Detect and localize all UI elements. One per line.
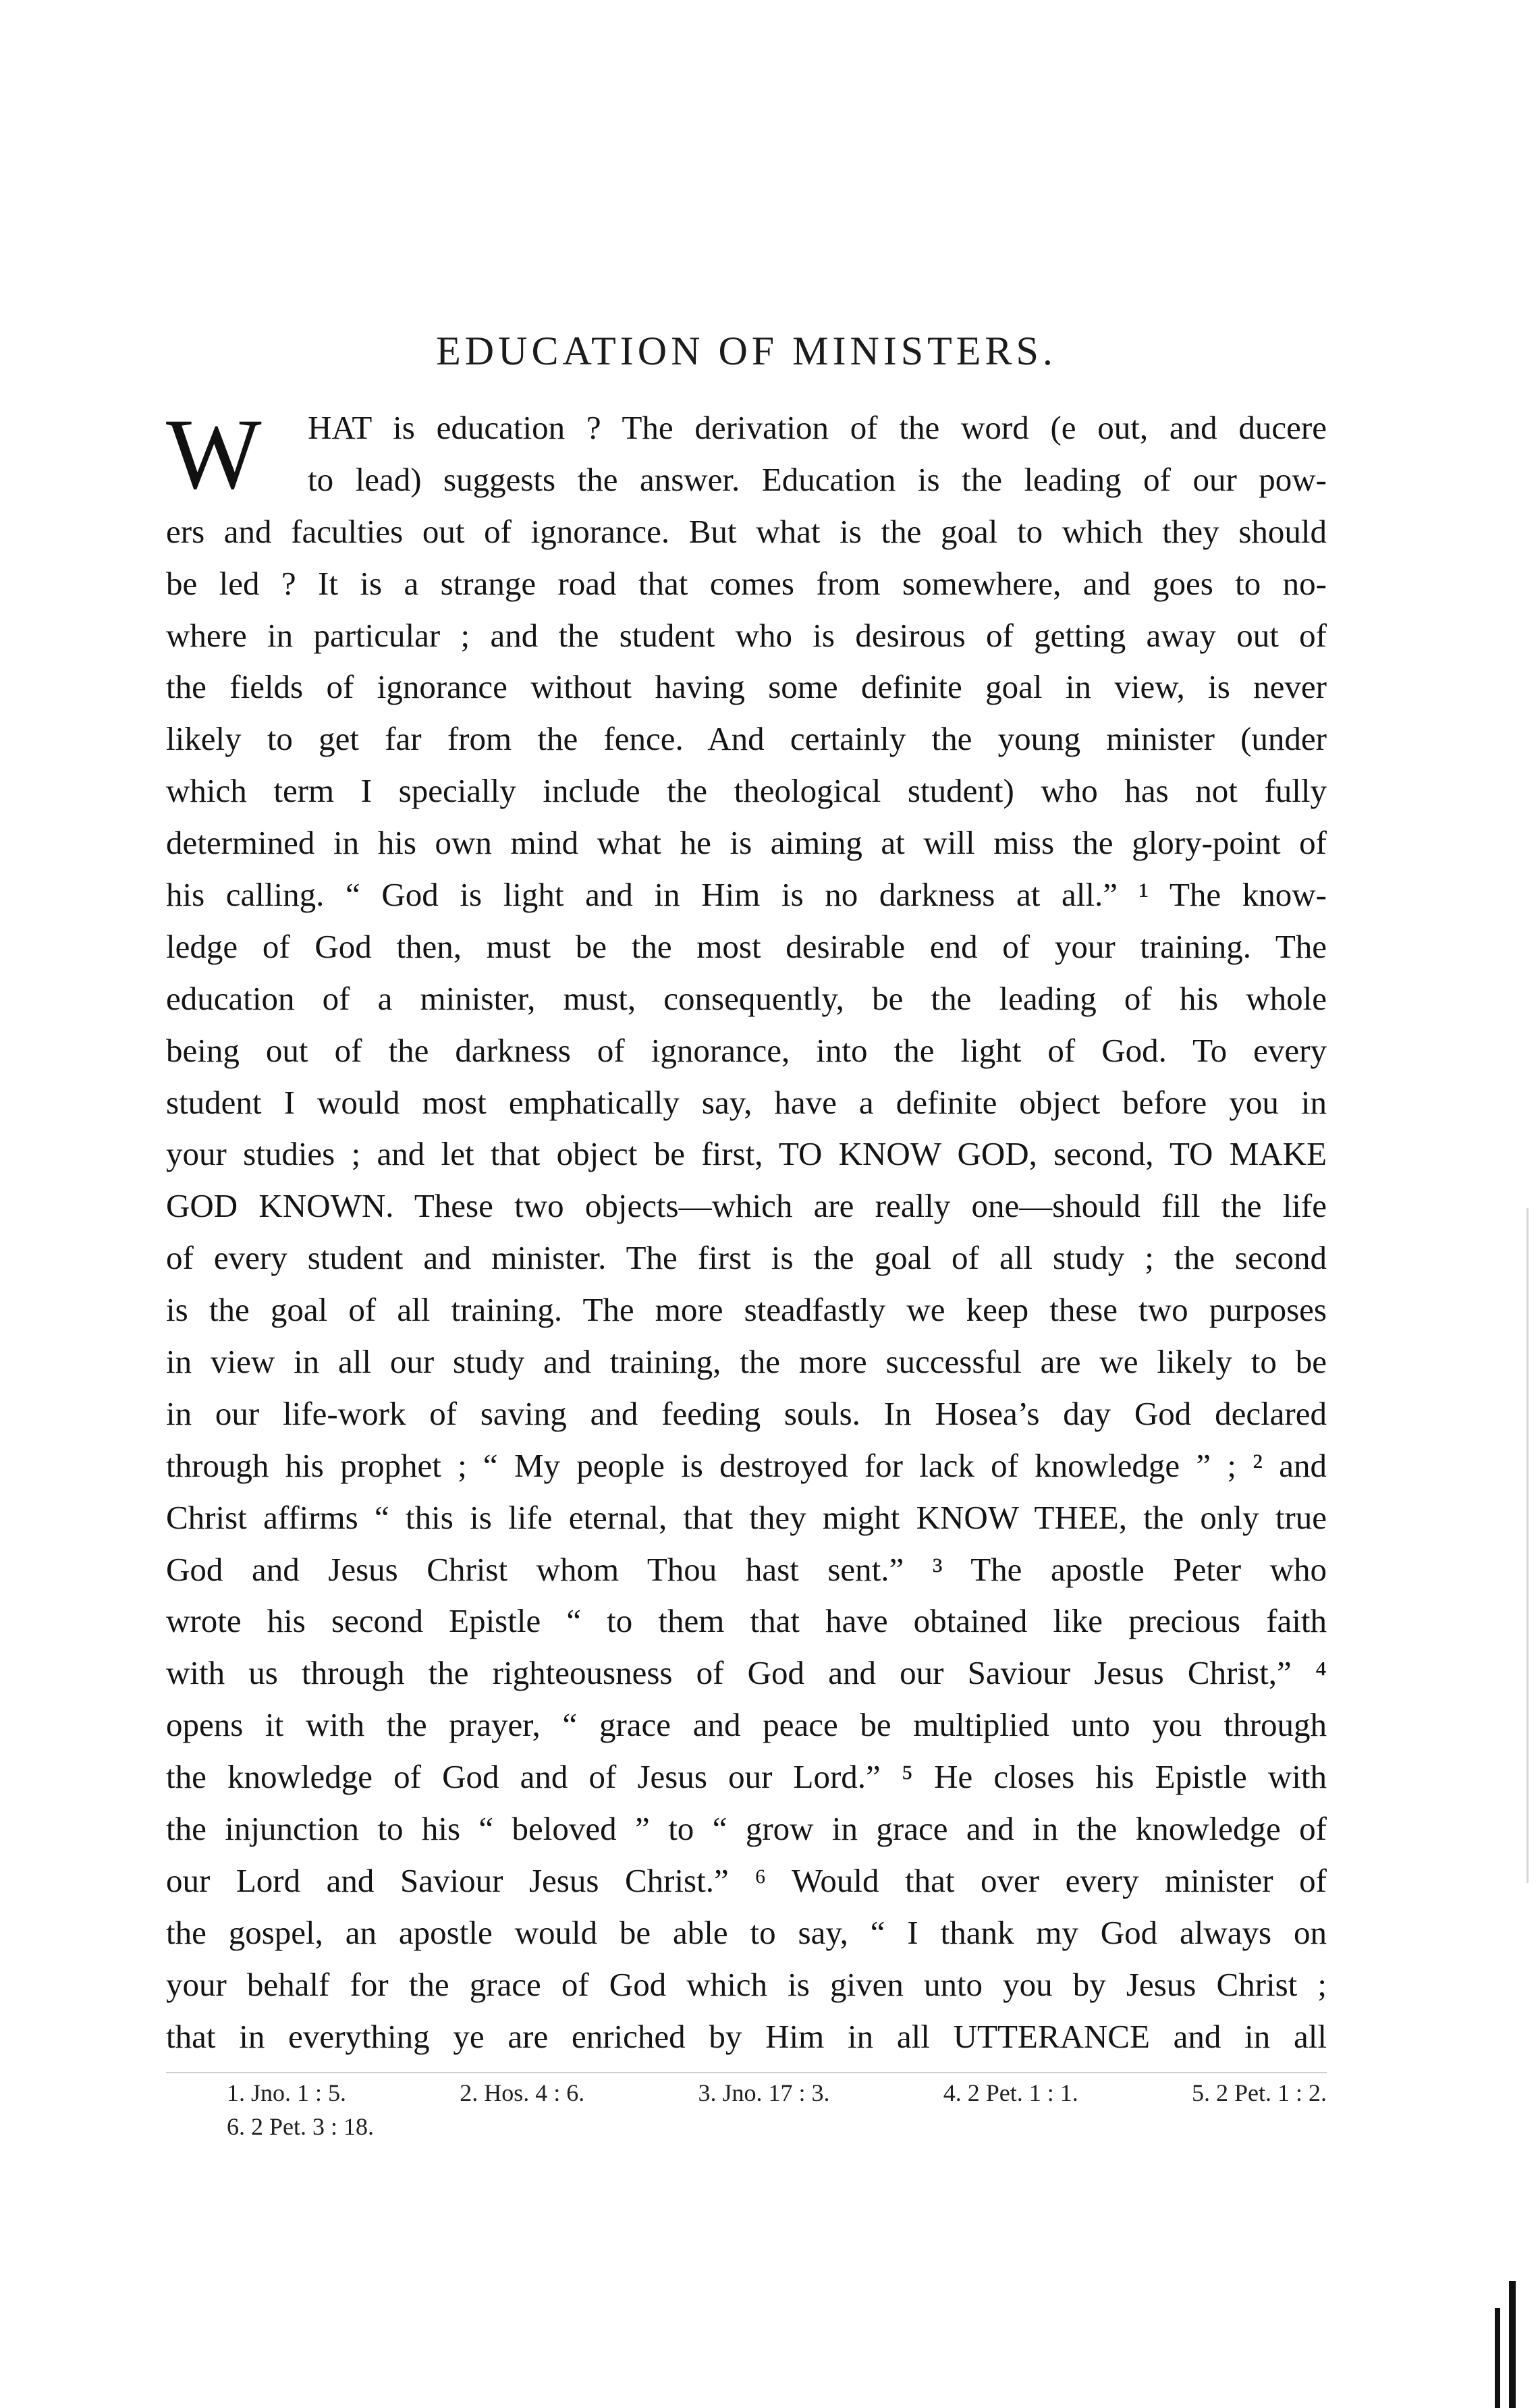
- footnote-row: [166, 2110, 1327, 2143]
- text-line: that in everything ye are enriched by Him in all UTTERANCE and in all: [166, 2017, 1327, 2055]
- footnote: 2. Hos. 4 : 6.: [460, 2079, 585, 2106]
- text-line: likely to get far from the fence. And certainly the young minister (under: [166, 720, 1327, 758]
- text-line: HAT is education ? The derivation of the word (e out, and ducere: [308, 409, 1327, 446]
- text-line: our Lord and Saviour Jesus Christ.” ⁶ Would that over every minister of: [166, 1861, 1327, 1899]
- text-line: with us through the righteousness of God and our Saviour Jesus Christ,” ⁴: [166, 1654, 1327, 1692]
- text-line: be led ? It is a strange road that comes from somewhere, and goes to no-: [166, 564, 1327, 602]
- drop-cap: W: [166, 398, 262, 510]
- text-line: your studies ; and let that object be first, TO KNOW GOD, second, TO MAKE: [166, 1135, 1327, 1173]
- body-text: [166, 398, 1327, 2063]
- text-line: in our life-work of saving and feeding souls. In Hosea’s day God declared: [166, 1394, 1327, 1432]
- text-line: ledge of God then, must be the most desirable end of your training. The: [166, 927, 1327, 965]
- text-line: to lead) suggests the answer. Education is the leading of our pow-: [308, 460, 1327, 498]
- text-line: ers and faculties out of ignorance. But what is the goal to which they should: [166, 512, 1327, 550]
- footnote: 1. Jno. 1 : 5.: [227, 2079, 347, 2106]
- text-line: through his prophet ; “ My people is destroyed for lack of knowledge ” ; ² and: [166, 1446, 1327, 1484]
- text-line: determined in his own mind what he is aiming at will miss the glory-point of: [166, 824, 1327, 862]
- text-line: opens it with the prayer, “ grace and peace be multiplied unto you through: [166, 1706, 1327, 1744]
- footnote: 3. Jno. 17 : 3.: [698, 2079, 830, 2106]
- text-line: which term I specially include the theological student) who has not fully: [166, 772, 1327, 810]
- text-line: Christ affirms “ this is life eternal, that they might KNOW THEE, the only true: [166, 1498, 1327, 1536]
- footnote: 5. 2 Pet. 1 : 2.: [1191, 2079, 1327, 2106]
- scan-margin-mark: [1495, 2308, 1500, 2408]
- text-line: education of a minister, must, consequently, be the leading of his whole: [166, 979, 1327, 1017]
- footnotes: [166, 2076, 1327, 2143]
- footnote-divider: [166, 2072, 1327, 2073]
- text-line: where in particular ; and the student who is desirous of getting away out of: [166, 616, 1327, 654]
- text-line: his calling. “ God is light and in Him is no darkness at all.” ¹ The know-: [166, 876, 1327, 914]
- text-line: God and Jesus Christ whom Thou hast sent.” ³ The apostle Peter who: [166, 1550, 1327, 1588]
- text-line: being out of the darkness of ignorance, into the light of God. To every: [166, 1031, 1327, 1069]
- text-line: of every student and minister. The first is the goal of all study ; the second: [166, 1239, 1327, 1277]
- text-line: student I would most emphatically say, have a definite object before you in: [166, 1083, 1327, 1121]
- footnote: 6. 2 Pet. 3 : 18.: [227, 2113, 375, 2140]
- text-line: the knowledge of God and of Jesus our Lord.” ⁵ He closes his Epistle with: [166, 1758, 1327, 1796]
- footnote-row: [166, 2076, 1327, 2110]
- text-line: is the goal of all training. The more steadfastly we keep these two purposes: [166, 1291, 1327, 1329]
- text-line: your behalf for the grace of God which is given unto you by Jesus Christ ;: [166, 1965, 1327, 2003]
- footnote: 4. 2 Pet. 1 : 1.: [943, 2079, 1078, 2106]
- text-line: the fields of ignorance without having some definite goal in view, is never: [166, 668, 1327, 706]
- page-title: EDUCATION OF MINISTERS.: [436, 329, 1057, 373]
- text-line: the gospel, an apostle would be able to say, “ I thank my God always on: [166, 1913, 1327, 1951]
- text-line: GOD KNOWN. These two objects—which are really one—should fill the life: [166, 1187, 1327, 1225]
- text-line: the injunction to his “ beloved ” to “ grow in grace and in the knowledge of: [166, 1810, 1327, 1848]
- scan-margin-mark: [1509, 2281, 1516, 2408]
- scan-edge-mark: [1527, 1208, 1529, 1883]
- text-line: wrote his second Epistle “ to them that have obtained like precious faith: [166, 1602, 1327, 1640]
- text-line: in view in all our study and training, the more successful are we likely to be: [166, 1343, 1327, 1381]
